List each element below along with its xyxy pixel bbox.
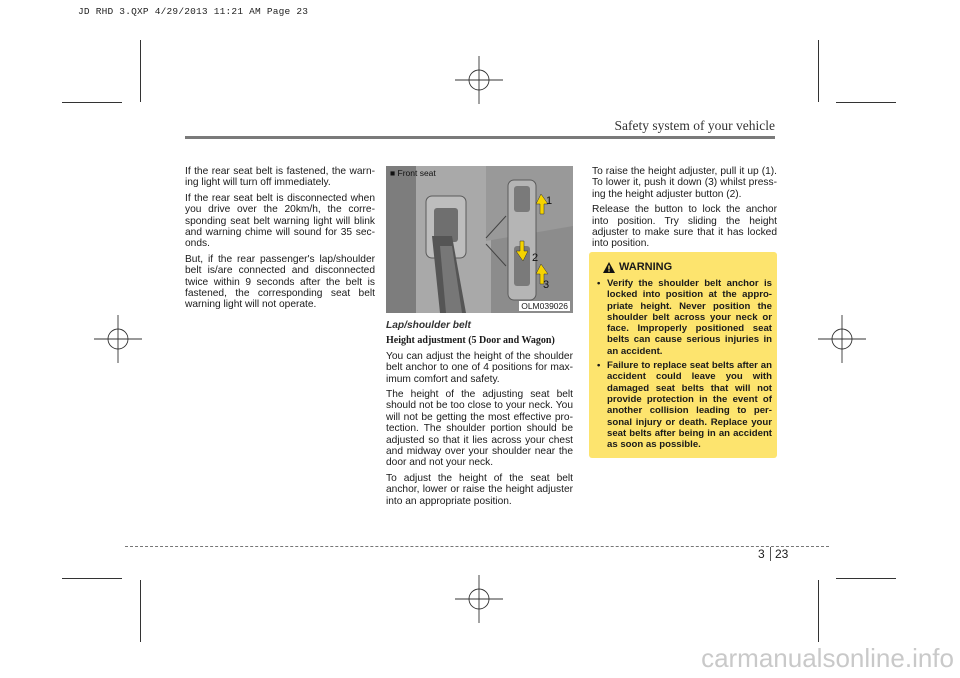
paragraph: If the rear seat belt is disconnected when you drive over the 20km/h, the corre-sponding seat belt warning light will blink and warning chime will sound for 35 sec-onds.	[185, 192, 375, 250]
column-2	[386, 320, 573, 511]
column-3	[592, 166, 777, 254]
paragraph: To raise the height adjuster, pull it up (1). To lower it, push it down (3) whilst press-ing the height adjuster button (2).	[592, 166, 777, 200]
paragraph: Release the button to lock the anchor into position. Try sliding the height adjuster to make sure that it has locked into position.	[592, 204, 777, 250]
callout-3: 3	[543, 279, 550, 291]
warning-item: • Failure to replace seat belts after an accident could leave you with damaged seat belts that will not provide protection in the event of another collision leading to per-sonal injury or death. Replace your seat belts after being in an accident as soon as possible.	[597, 360, 772, 451]
figure-code: OLM039026	[521, 301, 568, 311]
column-1	[185, 166, 375, 315]
warning-title: WARNING	[619, 261, 673, 273]
warning-item: • Verify the shoulder belt anchor is locked into position at the appro-priate height. Never position the shoulder belt across your neck or face. Improperly positioned seat belts can cause serious injuries in an accident.	[597, 278, 772, 357]
callout-1: 1	[546, 195, 553, 207]
section-title: Safety system of your vehicle	[614, 118, 775, 133]
subheading: Height adjustment (5 Door and Wagon)	[386, 335, 555, 347]
page-number-separator	[770, 547, 771, 561]
chapter-number: 3	[758, 547, 765, 561]
seat-belt-figure	[386, 166, 573, 313]
figure-label: ■ Front seat	[390, 168, 436, 178]
callout-2: 2	[532, 252, 539, 264]
print-slug: JD RHD 3.QXP 4/29/2013 11:21 AM Page 23	[78, 6, 309, 17]
paragraph: To adjust the height of the seat belt anchor, lower or raise the height adjuster into an appropriate position.	[386, 472, 573, 507]
paragraph: But, if the rear passenger's lap/shoulder belt is/are connected and disconnected twice within 9 seconds after the belt is fastened, the corresponding seat belt warning light will not operate.	[185, 253, 375, 311]
warning-box	[589, 252, 777, 458]
bullet: •	[597, 278, 601, 289]
subheading-italic: Lap/shoulder belt	[386, 320, 471, 331]
watermark: carmanualsonline.info	[701, 643, 954, 673]
page-number: 23	[775, 547, 789, 561]
bullet: •	[597, 360, 601, 372]
warning-header	[603, 261, 672, 273]
paragraph: You can adjust the height of the shoulder belt anchor to one of 4 positions for max-imum comfort and safety.	[386, 350, 573, 385]
title-rule	[185, 136, 775, 139]
warning-list	[595, 278, 772, 453]
paragraph: If the rear seat belt is fastened, the warn-ing light will turn off immediately.	[185, 166, 375, 189]
warning-triangle-icon	[603, 262, 615, 273]
paragraph: The height of the adjusting seat belt should not be too close to your neck. You will not be getting the most effective pro-tection. The shoulder portion should be adjusted so that it lies across your chest and midway over your shoulder near the door and not your neck.	[386, 389, 573, 469]
footer-rule	[125, 546, 829, 547]
